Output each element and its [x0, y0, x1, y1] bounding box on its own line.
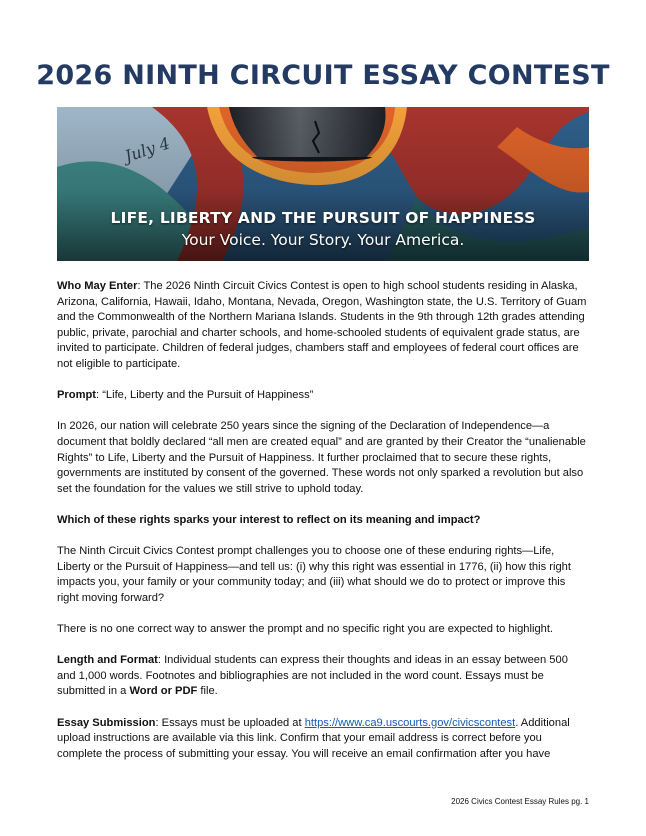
section-text-end: . Additional upload instructions are available via this link. Confirm that your email address is correct before you complete the process of submitting your essay. You will receive an email confirmation after you have	[57, 716, 570, 760]
section-essay-submission	[57, 716, 589, 763]
question-text: Which of these rights sparks your interest to reflect on its meaning and impact?	[57, 513, 481, 526]
civics-contest-link[interactable]: https://www.ca9.uscourts.gov/civicscontest	[304, 716, 516, 729]
section-challenge: The Ninth Circuit Civics Contest prompt challenges you to choose one of these enduring rights—Life, Liberty or the Pursuit of Happiness—and tell us: (i) why this right was essential in 1776, (ii) how this right impacts you, your family or your community today; and (iii) what should we do to protect or improve this right moving forward?	[57, 545, 571, 604]
section-text: : Essays must be uploaded at	[155, 716, 305, 729]
section-prompt	[57, 388, 589, 404]
section-label: Prompt	[57, 389, 96, 402]
section-who-may-enter	[57, 279, 589, 373]
page-title: 2026 NINTH CIRCUIT ESSAY CONTEST	[36, 60, 610, 91]
section-text-end: file.	[197, 685, 218, 698]
banner-image	[57, 107, 589, 261]
file-format: Word or PDF	[129, 685, 198, 698]
rules-body	[57, 279, 589, 778]
section-no-correct-answer: There is no one correct way to answer the prompt and no specific right you are expected to highlight.	[57, 623, 554, 636]
section-label: Length and Format	[57, 654, 158, 667]
section-text: : Individual students can express their thoughts and ideas in an essay between 500 and 1,000 words. Footnotes and bibliographies are not included in the word count. Essays must be submitted in a	[57, 654, 568, 698]
banner-headline: LIFE, LIBERTY AND THE PURSUIT OF HAPPINESS	[110, 209, 536, 227]
section-question	[57, 513, 589, 529]
page-footer: 2026 Civics Contest Essay Rules pg. 1	[451, 797, 589, 806]
section-intro: In 2026, our nation will celebrate 250 years since the signing of the Declaration of Independence—a document that boldly declared “all men are created equal” and are granted by their Creator the “unalienable Rights” to Life, Liberty and the Pursuit of Happiness. It further proclaimed that to secure these rights, governments are instituted by consent of the governed. These words not only sparked a revolution but also set the foundation for the values we still strive to uphold today.	[57, 420, 586, 495]
section-label: Essay Submission	[57, 716, 156, 729]
section-label: Who May Enter	[57, 280, 138, 292]
section-text: : “Life, Liberty and the Pursuit of Happiness”	[96, 389, 314, 402]
section-text: : The 2026 Ninth Circuit Civics Contest is open to high school students residing in Alaska, Arizona, California, Hawaii, Idaho, Montana, Nevada, Oregon, Washington state, the U.S. Territory of Guam and the Commonwealth of the Northern Mariana Islands. Students in the 9th through 12th grades attending public, private, parochial and charter schools, and home-schooled students of equivalent grade status, are invited to participate. Children of federal judges, chambers staff and employees of federal court offices are not eligible to participate.	[57, 280, 587, 370]
banner-tagline: Your Voice. Your Story. Your America.	[181, 231, 465, 249]
section-length-format	[57, 653, 589, 700]
